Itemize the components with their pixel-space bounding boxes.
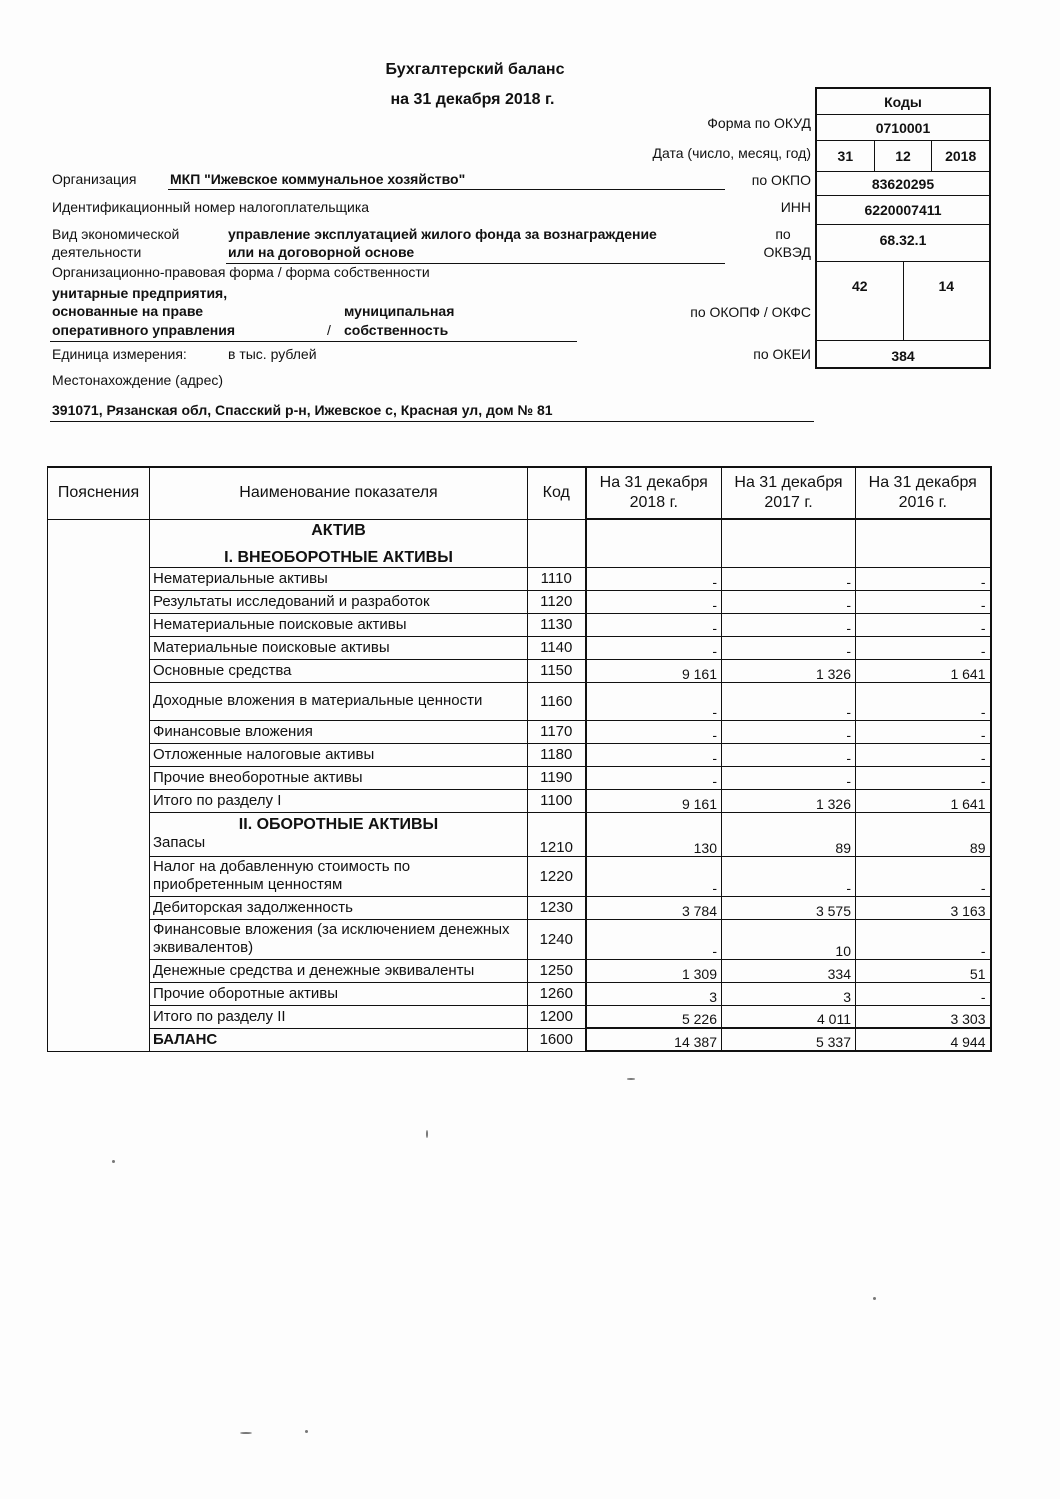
legal-form-label: Организационно-правовая форма / форма собственности bbox=[52, 264, 430, 280]
table-row bbox=[48, 636, 991, 659]
value-2016: - bbox=[856, 590, 991, 613]
row-code: 1200 bbox=[528, 1005, 586, 1028]
row-code: 1240 bbox=[528, 919, 586, 959]
balance-table bbox=[47, 466, 992, 1052]
value-2017: 10 bbox=[722, 919, 856, 959]
row-name: Нематериальные поисковые активы bbox=[153, 615, 407, 633]
row-name: Материальные поисковые активы bbox=[153, 638, 390, 656]
value-2017: 3 bbox=[722, 982, 856, 1005]
value-2017: - bbox=[722, 766, 856, 789]
date-day: 31 bbox=[837, 148, 854, 164]
row-name: Отложенные налоговые активы bbox=[153, 745, 375, 763]
scan-mark bbox=[240, 1432, 252, 1434]
scan-mark bbox=[112, 1160, 115, 1163]
okei-code: 384 bbox=[891, 348, 915, 364]
form-slash: / bbox=[327, 322, 331, 338]
table-row bbox=[48, 720, 991, 743]
value-2018: - bbox=[586, 919, 722, 959]
header-2017: На 31 декабря 2017 г. bbox=[722, 467, 856, 519]
row-name: Запасы bbox=[153, 834, 206, 851]
address-underline bbox=[50, 421, 814, 422]
legal-line-1: унитарные предприятия, bbox=[52, 285, 228, 301]
value-2018: - bbox=[586, 613, 722, 636]
row-name: Налог на добавленную стоимость по приобретенным ценностям bbox=[153, 858, 411, 893]
row-name: Денежные средства и денежные эквиваленты bbox=[153, 961, 475, 979]
table-row bbox=[48, 743, 991, 766]
value-2016: - bbox=[856, 567, 991, 590]
value-2016: - bbox=[856, 982, 991, 1005]
value-2018: 9 161 bbox=[586, 659, 722, 682]
document-title: Бухгалтерский баланс bbox=[385, 61, 565, 78]
header-code: Код bbox=[528, 467, 586, 519]
activity-line-1: управление эксплуатацией жилого фонда за вознаграждение bbox=[228, 226, 657, 242]
row-code: 1130 bbox=[528, 613, 586, 636]
table-row bbox=[48, 590, 991, 613]
row-name: Основные средства bbox=[153, 661, 292, 679]
value-2018: - bbox=[586, 720, 722, 743]
value-2016: 1 641 bbox=[856, 789, 991, 812]
value-2016: 1 641 bbox=[856, 659, 991, 682]
value-2018: - bbox=[586, 856, 722, 896]
org-label: Организация bbox=[52, 171, 137, 187]
okved-label-top: по bbox=[775, 226, 791, 242]
table-row bbox=[48, 896, 991, 919]
codes-header: Коды bbox=[884, 93, 922, 110]
value-2016: 51 bbox=[856, 959, 991, 982]
date-month: 12 bbox=[874, 141, 932, 171]
value-2016: - bbox=[856, 766, 991, 789]
row-name: Прочие внеоборотные активы bbox=[153, 768, 363, 786]
row-code: 1220 bbox=[528, 856, 586, 896]
okfs-code: 14 bbox=[903, 262, 990, 340]
scan-mark bbox=[627, 1078, 635, 1080]
okud-label: Форма по ОКУД bbox=[707, 115, 811, 131]
okpo-code: 83620295 bbox=[871, 175, 935, 192]
value-2017: - bbox=[722, 636, 856, 659]
table-row bbox=[48, 682, 991, 720]
table-row bbox=[48, 1028, 991, 1051]
section-1-heading: I. ВНЕОБОРОТНЫЕ АКТИВЫ bbox=[150, 541, 528, 567]
row-code: 1260 bbox=[528, 982, 586, 1005]
row-code: 1600 bbox=[528, 1028, 586, 1051]
row-code: 1100 bbox=[528, 789, 586, 812]
value-2018: - bbox=[586, 743, 722, 766]
org-name: МКП "Ижевское коммунальное хозяйство" bbox=[170, 171, 466, 187]
value-2018: 5 226 bbox=[586, 1005, 722, 1028]
table-row bbox=[48, 959, 991, 982]
value-2017: - bbox=[722, 743, 856, 766]
value-2018: 3 bbox=[586, 982, 722, 1005]
row-code: 1210 bbox=[528, 812, 586, 856]
header-indicator: Наименование показателя bbox=[150, 467, 528, 519]
explanations-cell bbox=[48, 519, 150, 541]
row-name: Финансовые вложения (за исключением денежных эквивалентов) bbox=[153, 921, 510, 956]
activity-line-2: или на договорной основе bbox=[228, 244, 415, 260]
value-2017: - bbox=[722, 720, 856, 743]
section-2-heading: II. ОБОРОТНЫЕ АКТИВЫ bbox=[238, 816, 439, 833]
value-2018: - bbox=[586, 567, 722, 590]
scan-mark bbox=[305, 1430, 308, 1433]
value-2016: 3 303 bbox=[856, 1005, 991, 1028]
document-subtitle: на 31 декабря 2018 г. bbox=[390, 91, 555, 108]
row-name: БАЛАНС bbox=[153, 1030, 218, 1048]
value-2016: - bbox=[856, 743, 991, 766]
table-row bbox=[48, 812, 991, 856]
okpo-label: по ОКПО bbox=[751, 172, 811, 188]
okei-label: по ОКЕИ bbox=[753, 346, 811, 362]
value-2018: 14 387 bbox=[586, 1028, 722, 1051]
value-2016: 3 163 bbox=[856, 896, 991, 919]
table-body bbox=[48, 519, 991, 1051]
okopf-code: 42 bbox=[851, 278, 868, 294]
okved-label: ОКВЭД bbox=[763, 244, 811, 260]
table-row bbox=[48, 766, 991, 789]
header-2016: На 31 декабря 2016 г. bbox=[856, 467, 991, 519]
header-explanations: Пояснения bbox=[48, 467, 150, 519]
okved-code: 68.32.1 bbox=[879, 232, 927, 248]
value-2016: - bbox=[856, 720, 991, 743]
value-2018: 1 309 bbox=[586, 959, 722, 982]
row-name: Результаты исследований и разработок bbox=[153, 592, 430, 610]
table-row bbox=[48, 659, 991, 682]
address-value: 391071, Рязанская обл, Спасский р-н, Ижевское с, Красная ул, дом № 81 bbox=[52, 402, 553, 418]
row-code: 1230 bbox=[528, 896, 586, 919]
value-2016: 4 944 bbox=[856, 1028, 991, 1051]
value-2017: 1 326 bbox=[722, 789, 856, 812]
date-label: Дата (число, месяц, год) bbox=[652, 145, 811, 161]
value-2017: - bbox=[722, 567, 856, 590]
scan-mark bbox=[426, 1130, 428, 1138]
unit-label: Единица измерения: bbox=[52, 346, 187, 362]
value-2017: - bbox=[722, 590, 856, 613]
inn-code: 6220007411 bbox=[864, 202, 942, 218]
activity-label-2: деятельности bbox=[52, 244, 142, 260]
row-name: Дебиторская задолженность bbox=[153, 898, 353, 916]
row-code: 1180 bbox=[528, 743, 586, 766]
row-code: 1170 bbox=[528, 720, 586, 743]
value-2017: 3 575 bbox=[722, 896, 856, 919]
value-2016: - bbox=[856, 613, 991, 636]
value-2017: 334 bbox=[722, 959, 856, 982]
row-code: 1190 bbox=[528, 766, 586, 789]
table-row bbox=[48, 856, 991, 896]
row-name: Финансовые вложения bbox=[153, 722, 313, 740]
row-name: Итого по разделу II bbox=[153, 1007, 286, 1025]
row-code: 1110 bbox=[528, 567, 586, 590]
codes-box bbox=[815, 87, 991, 369]
value-2018: - bbox=[586, 682, 722, 720]
ownership-line-2: собственность bbox=[344, 322, 449, 338]
value-2018: - bbox=[586, 766, 722, 789]
org-underline bbox=[168, 189, 725, 190]
value-2017: - bbox=[722, 856, 856, 896]
value-2016: 89 bbox=[856, 812, 991, 856]
table-row bbox=[48, 567, 991, 590]
value-2018: 9 161 bbox=[586, 789, 722, 812]
row-code: 1140 bbox=[528, 636, 586, 659]
row-name: Итого по разделу I bbox=[153, 791, 282, 809]
ownership-line-1: муниципальная bbox=[344, 303, 455, 319]
value-2018: - bbox=[586, 590, 722, 613]
value-2016: - bbox=[856, 682, 991, 720]
value-2017: 89 bbox=[722, 812, 856, 856]
okopf-okfs-label: по ОКОПФ / ОКФС bbox=[690, 304, 811, 320]
legal-line-3: оперативного управления bbox=[52, 322, 236, 338]
value-2018: 3 784 bbox=[586, 896, 722, 919]
value-2017: - bbox=[722, 613, 856, 636]
inn-long-label: Идентификационный номер налогоплательщика bbox=[52, 199, 370, 215]
value-2017: 5 337 bbox=[722, 1028, 856, 1051]
legal-underline bbox=[50, 341, 577, 342]
value-2016: - bbox=[856, 636, 991, 659]
date-year: 2018 bbox=[931, 141, 989, 171]
value-2017: - bbox=[722, 682, 856, 720]
value-2016: - bbox=[856, 919, 991, 959]
table-row bbox=[48, 789, 991, 812]
table-row bbox=[48, 982, 991, 1005]
table-row bbox=[48, 919, 991, 959]
activity-label-1: Вид экономической bbox=[52, 226, 180, 242]
aktiv-heading: АКТИВ bbox=[150, 519, 528, 541]
value-2018: - bbox=[586, 636, 722, 659]
table-row bbox=[48, 613, 991, 636]
value-2016: - bbox=[856, 856, 991, 896]
header-2018: На 31 декабря 2018 г. bbox=[586, 467, 722, 519]
value-2018: 130 bbox=[586, 812, 722, 856]
unit-value: в тыс. рублей bbox=[228, 346, 317, 362]
row-code: 1250 bbox=[528, 959, 586, 982]
row-name: Прочие оборотные активы bbox=[153, 984, 338, 1002]
value-2017: 1 326 bbox=[722, 659, 856, 682]
scan-mark bbox=[873, 1297, 876, 1300]
legal-line-2: основанные на праве bbox=[52, 303, 204, 319]
table-row bbox=[48, 1005, 991, 1028]
row-code: 1160 bbox=[528, 682, 586, 720]
row-name: Нематериальные активы bbox=[153, 569, 328, 587]
row-code: 1120 bbox=[528, 590, 586, 613]
inn-label: ИНН bbox=[780, 199, 811, 215]
address-label: Местонахождение (адрес) bbox=[52, 372, 224, 388]
okud-code: 0710001 bbox=[875, 119, 931, 136]
value-2017: 4 011 bbox=[722, 1005, 856, 1028]
row-name: Доходные вложения в материальные ценности bbox=[153, 692, 483, 709]
row-code: 1150 bbox=[528, 659, 586, 682]
